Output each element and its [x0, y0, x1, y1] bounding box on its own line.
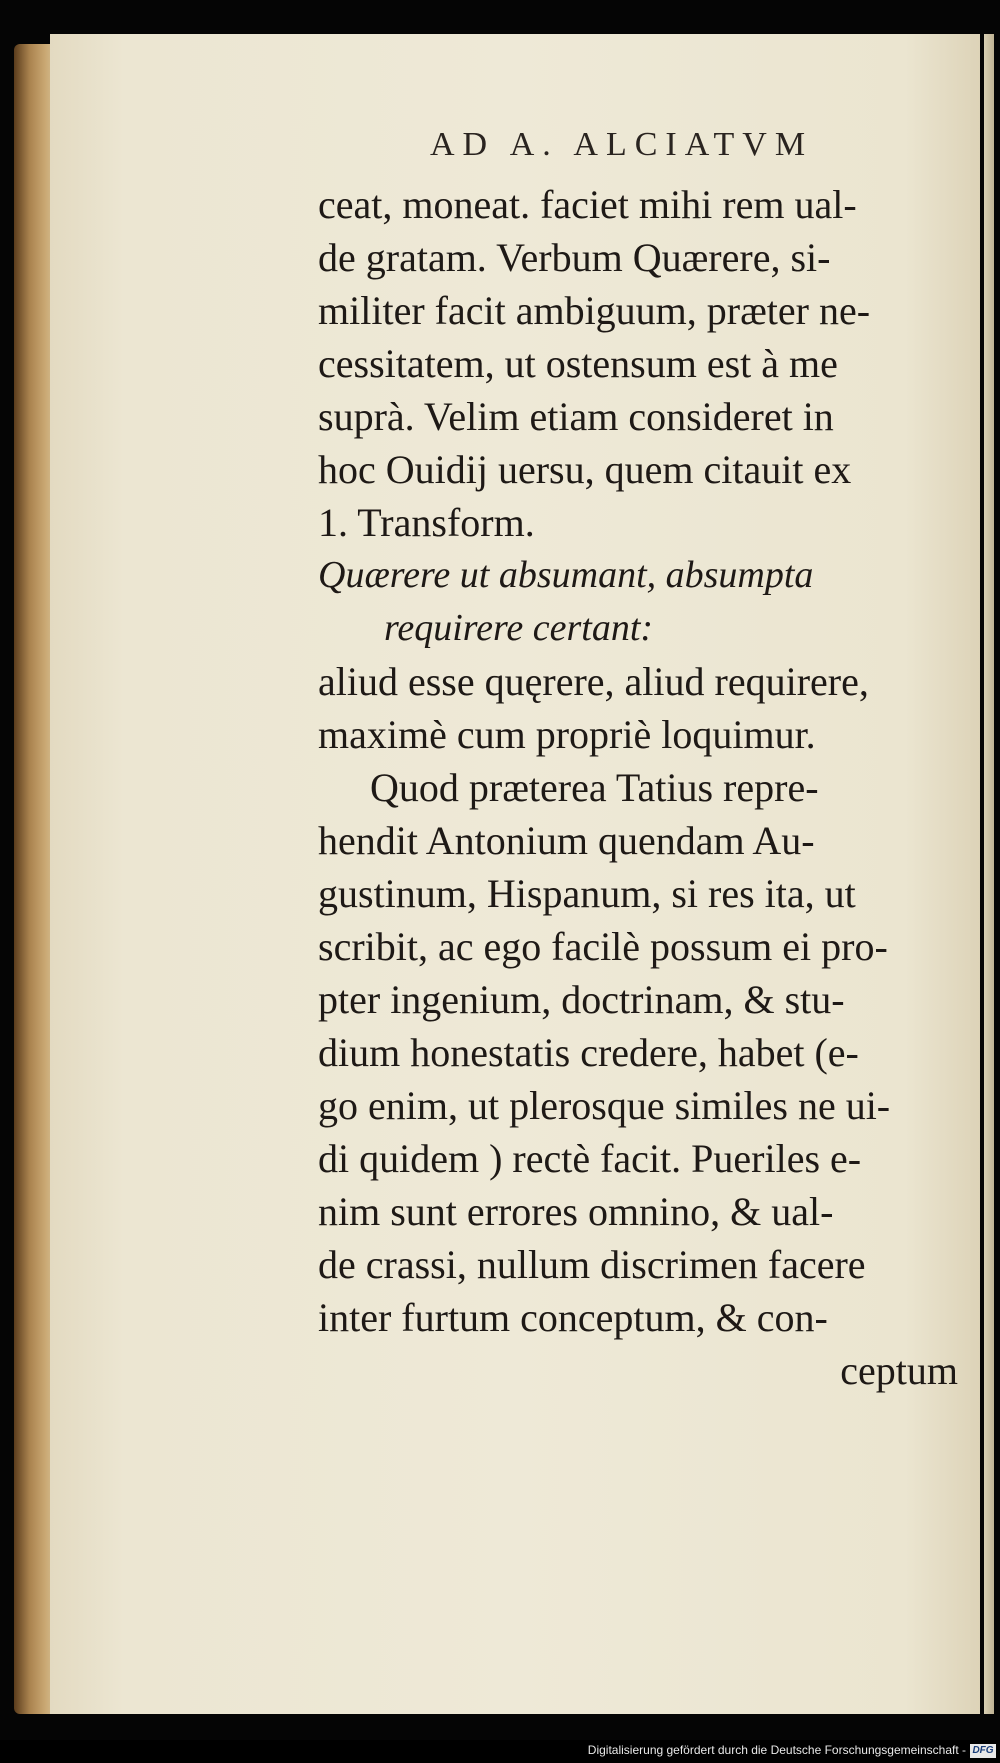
body-text [318, 178, 958, 1397]
text-line: militer facit ambiguum, præter ne- [318, 288, 871, 333]
running-head: AD A. ALCIATVM [430, 126, 814, 163]
text-line: maximè cum propriè loquimur. [318, 712, 816, 757]
text-line: 1. Transform. [318, 500, 535, 545]
text-line: go enim, ut plerosque similes ne ui- [318, 1083, 891, 1128]
text-line: hoc Ouidij uersu, quem citauit ex [318, 447, 852, 492]
text-line: de crassi, nullum discrimen facere [318, 1242, 866, 1287]
page-edge [984, 34, 994, 1714]
verse-line: Quærere ut absumant, absumpta [318, 554, 814, 596]
text-line: scribit, ac ego facilè possum ei pro- [318, 924, 888, 969]
text-line: de gratam. Verbum Quærere, si- [318, 235, 831, 280]
text-line: di quidem ) rectè facit. Pueriles e- [318, 1136, 862, 1181]
catchword: ceptum [840, 1348, 958, 1393]
text-line: ceat, moneat. faciet mihi rem ual- [318, 182, 857, 227]
text-line: hendit Antonium quendam Au- [318, 818, 815, 863]
paragraph-start-line: Quod præterea Tatius repre- [370, 765, 819, 810]
text-line: pter ingenium, doctrinam, & stu- [318, 977, 845, 1022]
text-line: cessitatem, ut ostensum est à me [318, 341, 838, 386]
text-line: gustinum, Hispanum, si res ita, ut [318, 871, 856, 916]
digitization-credit: Digitalisierung gefördert durch die Deutsche Forschungsgemeinschaft - [587, 1743, 966, 1757]
text-line: aliud esse quęrere, aliud requirere, [318, 659, 869, 704]
verse-line: requirere certant: [384, 607, 654, 649]
text-line: suprà. Velim etiam consideret in [318, 394, 834, 439]
text-line: inter furtum conceptum, & con- [318, 1295, 828, 1340]
dfg-logo-icon: DFG [970, 1744, 996, 1758]
text-line: nim sunt errores omnino, & ual- [318, 1189, 834, 1234]
text-line: dium honestatis credere, habet (e- [318, 1030, 859, 1075]
